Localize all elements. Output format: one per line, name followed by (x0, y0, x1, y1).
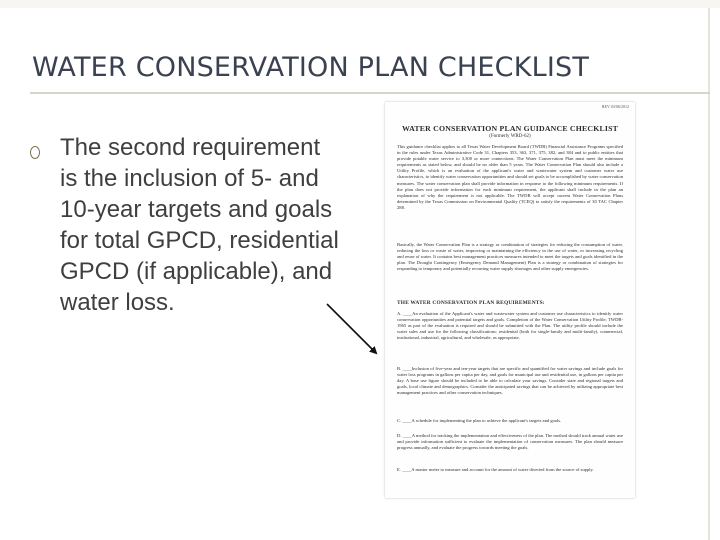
bullet-text: The second requirement is the inclusion of 5- and 10-year targets and goals for total GPCD, residential GPCD (if applicable), and water loss. (60, 134, 339, 316)
hollow-circle-bullet-icon (30, 146, 40, 159)
document-requirement-c: C. ____A schedule for implementing the plan to achieve the applicant's targets and goals. (397, 418, 562, 423)
checklist-document-image (385, 102, 635, 498)
document-requirement-d: D. ____A method for tracking the implementation and effectiveness of the plan. The method should track annual water use and provide information sufficient to evaluate the implementation of conservation measures. The plan should measure progress annually, and evaluate the progress towards meeting the goals. (397, 433, 623, 451)
document-requirements-heading: THE WATER CONSERVATION PLAN REQUIREMENTS: (397, 300, 545, 306)
slide-right-rule (708, 8, 710, 540)
document-basically-paragraph: Basically, the Water Conservation Plan is a strategy or combination of strategies for reducing the consumption of water, reducing the loss or waste of water, improving or maintaining the efficiency in the use of water, or increasing recycling and reuse of water. It contains best management practices measures intended to meet the targets and goals identified in the plan. The Drought Contingency (Emergency Demand Management) Plan is a strategy or combination of strategies for responding to temporary and potentially recurring water supply shortages and other supply emergencies. (397, 242, 623, 272)
document-intro-paragraph: This guidance checklist applies to all Texas Water Development Board (TWDB) Financial Assistance Programs specified in the rules under Texas Administrative Code 31, Chapters 353, 363, 371, 375, 382, and 384 and to public entities that provide potable water service to 3,300 or more connections. The Water Conservation Plan must meet the minimum requirements as stated below, and should be no older than 5 years. The Water Conservation Plan should also include a Utility Profile, which is an evaluation of the applicant's water and wastewater system and customer water use characteristics, to identify water conservation opportunities and should set goals to be accomplished by water conservation measures. The water conservation plan shall provide information in response to the following minimum requirements. If the plan does not provide information for each minimum requirement, the applicant shall include in the plan an explanation of why the requirement is not applicable. The TWDB will accept current Water Conservation Plans determined by the Texas Commission on Environmental Quality (TCEQ) to satisfy the requirements of 30 TAC Chapter 288. (397, 144, 623, 210)
document-requirement-b: B. ____Inclusion of five-year and ten-year targets that are specific and quantified for water savings and include goals for water loss programs in gallons per capita per day, and goals for municipal use and residential use, in gallons per capita per day. A base use figure should be included to be able to calculate your savings. Consider state and regional targets and goals, local climate and demographics. Consider the anticipated savings that can be achieved by utilizing appropriate best management practices and other conservation techniques. (397, 366, 623, 396)
document-requirement-e: E. ____A master meter to measure and account for the amount of water diverted from the source of supply. (397, 467, 594, 472)
document-revision: REV 03/06/2012 (601, 104, 629, 109)
title-underline (30, 92, 710, 94)
slide-top-border (0, 0, 720, 8)
document-title: WATER CONSERVATION PLAN GUIDANCE CHECKLIST (401, 124, 619, 133)
slide-title: WATER CONSERVATION PLAN CHECKLIST (32, 52, 590, 83)
document-requirement-a: A. ____An evaluation of the Applicant's water and wastewater system and customer use characteristics to identify water conservation opportunities and potential targets and goals. Completion of the Water Conservation Utility Profile, TWDB-1965 as part of the evaluation is required and should be submitted with the Plan. The utility profile should include the water sales and use for the following classifications: residential (both for single-family and multi-family), commercial, institutional, industrial, agricultural, and wholesale, as appropriate. (397, 311, 623, 341)
document-subtitle: (Formerly WRD-62) (489, 134, 531, 139)
